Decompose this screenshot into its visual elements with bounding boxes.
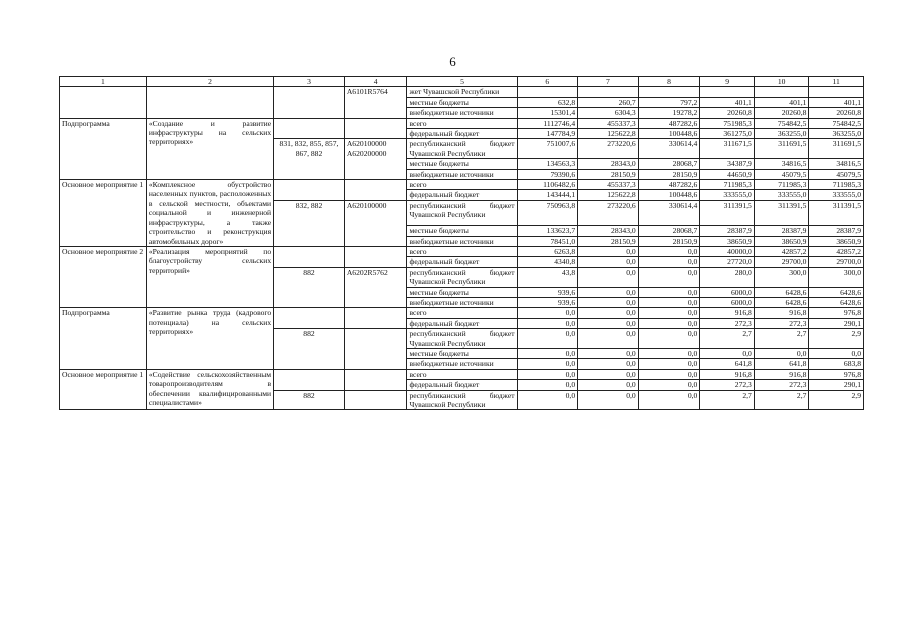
cell-value-11: 38650,9 — [809, 236, 864, 246]
cell-value-11: 6428,6 — [809, 287, 864, 297]
table-row — [60, 246, 864, 256]
cell-source: местные бюджеты — [407, 287, 517, 297]
cell-value-11: 333555,0 — [809, 190, 864, 200]
cell-code: A6101R5764 — [344, 87, 407, 118]
column-header-10: 10 — [754, 77, 809, 87]
cell-value-8: 0,0 — [638, 246, 700, 256]
cell-value-10: 333555,0 — [754, 190, 809, 200]
cell-type — [60, 87, 147, 118]
cell-name: «Реализация мероприятий по благоустройству сельских территорий» — [146, 246, 273, 307]
cell-value-11: 401,1 — [809, 97, 864, 107]
cell-value-7: 0,0 — [578, 380, 639, 390]
cell-value-10: 711985,3 — [754, 180, 809, 190]
cell-value-10: 2,7 — [754, 390, 809, 410]
cell-value-11: 45079,5 — [809, 169, 864, 179]
cell-grbs: 832, 882 — [274, 200, 345, 246]
cell-value-6: 0,0 — [517, 329, 578, 349]
cell-value-11: 754842,5 — [809, 118, 864, 128]
cell-value-8: 100448,6 — [638, 190, 700, 200]
cell-value-6: 0,0 — [517, 380, 578, 390]
cell-value-10: 29700,0 — [754, 257, 809, 267]
cell-value-7: 0,0 — [578, 390, 639, 410]
cell-name: «Комплексное обустройство населенных пунктов, расположенных в сельской местности, объектами социальной и инженерной инфраструктуры, а также строительство и реконструкция автомобильных дорог» — [146, 180, 273, 247]
cell-value-9: 916,8 — [700, 308, 755, 318]
cell-value-10: 363255,0 — [754, 129, 809, 139]
cell-value-6: 0,0 — [517, 369, 578, 379]
cell-source: внебюджетные источники — [407, 359, 517, 369]
cell-value-11: 300,0 — [809, 267, 864, 287]
cell-source: федеральный бюджет — [407, 190, 517, 200]
page-number: 6 — [449, 54, 456, 69]
cell-value-11 — [809, 87, 864, 97]
cell-value-7: 0,0 — [578, 318, 639, 328]
cell-value-10: 38650,9 — [754, 236, 809, 246]
cell-value-11: 311691,5 — [809, 139, 864, 159]
table-row — [60, 87, 864, 97]
cell-value-6: 143444,1 — [517, 190, 578, 200]
table-row — [60, 308, 864, 318]
cell-value-8: 330614,4 — [638, 200, 700, 225]
cell-type: Подпрограмма — [60, 308, 147, 369]
cell-grbs — [274, 308, 345, 329]
cell-value-11: 711985,3 — [809, 180, 864, 190]
table-row — [60, 369, 864, 379]
cell-type: Подпрограмма — [60, 118, 147, 179]
cell-value-9: 2,7 — [700, 329, 755, 349]
cell-grbs — [274, 118, 345, 139]
cell-value-9: 311391,5 — [700, 200, 755, 225]
cell-source: внебюджетные источники — [407, 236, 517, 246]
cell-value-8: 0,0 — [638, 318, 700, 328]
cell-grbs: 882 — [274, 390, 345, 410]
cell-value-9: 40000,0 — [700, 246, 755, 256]
cell-value-10: 42857,2 — [754, 246, 809, 256]
cell-type: Основное мероприятие 2 — [60, 246, 147, 307]
cell-value-9: 27720,0 — [700, 257, 755, 267]
column-header-9: 9 — [700, 77, 755, 87]
cell-code: A6202R5762 — [344, 267, 407, 308]
cell-value-11: 290,1 — [809, 318, 864, 328]
cell-value-11: 2,9 — [809, 329, 864, 349]
cell-value-6: 6263,8 — [517, 246, 578, 256]
cell-value-9: 38650,9 — [700, 236, 755, 246]
cell-value-9: 311671,5 — [700, 139, 755, 159]
cell-value-7: 0,0 — [578, 267, 639, 287]
cell-value-9: 641,8 — [700, 359, 755, 369]
cell-value-10: 6428,6 — [754, 297, 809, 307]
cell-value-11: 311391,5 — [809, 200, 864, 225]
cell-value-7: 455337,3 — [578, 180, 639, 190]
cell-code: A620100000 — [344, 200, 407, 246]
cell-value-10: 401,1 — [754, 97, 809, 107]
cell-value-9: 2,7 — [700, 390, 755, 410]
cell-source: всего — [407, 369, 517, 379]
cell-value-11: 290,1 — [809, 380, 864, 390]
cell-value-8: 0,0 — [638, 348, 700, 358]
cell-value-8: 0,0 — [638, 390, 700, 410]
cell-source: всего — [407, 308, 517, 318]
cell-value-9: 333555,0 — [700, 190, 755, 200]
cell-source: жет Чувашской Республики — [407, 87, 517, 97]
cell-value-8: 28150,9 — [638, 169, 700, 179]
cell-code — [344, 369, 407, 390]
cell-source: федеральный бюджет — [407, 318, 517, 328]
cell-value-9 — [700, 87, 755, 97]
cell-source: местные бюджеты — [407, 159, 517, 169]
cell-name: «Создание и развитие инфраструктуры на сельских территориях» — [146, 118, 273, 179]
cell-grbs — [274, 180, 345, 201]
cell-value-10: 311391,5 — [754, 200, 809, 225]
cell-value-6: 43,8 — [517, 267, 578, 287]
cell-code: A620100000 A620200000 — [344, 139, 407, 180]
cell-source: республиканский бюджет Чувашской Республики — [407, 390, 517, 410]
cell-value-8: 19278,2 — [638, 108, 700, 118]
cell-value-6: 1106482,6 — [517, 180, 578, 190]
column-header-7: 7 — [578, 77, 639, 87]
cell-value-7: 125622,8 — [578, 190, 639, 200]
cell-value-8: 28068,7 — [638, 159, 700, 169]
cell-value-10: 6428,6 — [754, 287, 809, 297]
cell-value-8: 0,0 — [638, 257, 700, 267]
cell-source: федеральный бюджет — [407, 380, 517, 390]
cell-value-10: 20260,8 — [754, 108, 809, 118]
cell-value-6: 632,8 — [517, 97, 578, 107]
cell-name: «Содействие сельскохозяйственным товаропроизводителям в обеспечении квалифицированными специалистами» — [146, 369, 273, 410]
cell-value-9: 916,8 — [700, 369, 755, 379]
cell-source: местные бюджеты — [407, 97, 517, 107]
cell-value-6: 133623,7 — [517, 226, 578, 236]
cell-value-10: 272,3 — [754, 318, 809, 328]
column-header-2: 2 — [146, 77, 273, 87]
cell-value-7: 0,0 — [578, 369, 639, 379]
cell-grbs: 831, 832, 855, 857, 867, 882 — [274, 139, 345, 180]
cell-value-8: 28068,7 — [638, 226, 700, 236]
cell-value-8: 797,2 — [638, 97, 700, 107]
cell-source: внебюджетные источники — [407, 297, 517, 307]
cell-value-7: 0,0 — [578, 329, 639, 349]
cell-value-8: 0,0 — [638, 380, 700, 390]
cell-grbs — [274, 87, 345, 118]
cell-value-8: 0,0 — [638, 267, 700, 287]
cell-type: Основное мероприятие 1 — [60, 369, 147, 410]
cell-value-9: 6000,0 — [700, 297, 755, 307]
cell-value-11: 6428,6 — [809, 297, 864, 307]
cell-value-10 — [754, 87, 809, 97]
cell-value-10: 28387,9 — [754, 226, 809, 236]
cell-value-9: 20260,8 — [700, 108, 755, 118]
cell-value-9: 280,0 — [700, 267, 755, 287]
cell-value-9: 751985,3 — [700, 118, 755, 128]
cell-value-11: 28387,9 — [809, 226, 864, 236]
cell-value-9: 44650,9 — [700, 169, 755, 179]
cell-value-6: 15301,4 — [517, 108, 578, 118]
cell-code — [344, 118, 407, 139]
cell-source: всего — [407, 246, 517, 256]
cell-value-6: 939,6 — [517, 297, 578, 307]
cell-value-7: 273220,6 — [578, 139, 639, 159]
column-header-5: 5 — [407, 77, 517, 87]
cell-value-9: 401,1 — [700, 97, 755, 107]
cell-value-7 — [578, 87, 639, 97]
cell-value-10: 641,8 — [754, 359, 809, 369]
cell-value-7: 0,0 — [578, 246, 639, 256]
column-header-8: 8 — [638, 77, 700, 87]
cell-grbs — [274, 369, 345, 390]
cell-value-11: 976,8 — [809, 369, 864, 379]
cell-value-7: 125622,8 — [578, 129, 639, 139]
cell-value-8 — [638, 87, 700, 97]
cell-source: республиканский бюджет Чувашской Республики — [407, 267, 517, 287]
cell-source: федеральный бюджет — [407, 129, 517, 139]
cell-value-6: 750963,8 — [517, 200, 578, 225]
cell-value-7: 273220,6 — [578, 200, 639, 225]
cell-value-11: 363255,0 — [809, 129, 864, 139]
cell-value-7: 0,0 — [578, 308, 639, 318]
cell-value-10: 0,0 — [754, 348, 809, 358]
cell-value-11: 42857,2 — [809, 246, 864, 256]
cell-value-10: 2,7 — [754, 329, 809, 349]
column-header-11: 11 — [809, 77, 864, 87]
cell-code — [344, 329, 407, 370]
cell-type: Основное мероприятие 1 — [60, 180, 147, 247]
cell-value-11: 0,0 — [809, 348, 864, 358]
cell-value-6: 147784,9 — [517, 129, 578, 139]
cell-value-6: 939,6 — [517, 287, 578, 297]
cell-source: местные бюджеты — [407, 348, 517, 358]
cell-value-9: 361275,0 — [700, 129, 755, 139]
cell-name — [146, 87, 273, 118]
cell-value-6 — [517, 87, 578, 97]
cell-value-7: 0,0 — [578, 359, 639, 369]
cell-source: всего — [407, 180, 517, 190]
cell-value-8: 0,0 — [638, 329, 700, 349]
cell-value-6: 134563,3 — [517, 159, 578, 169]
cell-value-8: 28150,9 — [638, 236, 700, 246]
cell-value-6: 4340,8 — [517, 257, 578, 267]
cell-value-10: 45079,5 — [754, 169, 809, 179]
cell-value-8: 487282,6 — [638, 118, 700, 128]
cell-grbs: 882 — [274, 329, 345, 370]
header-row — [60, 77, 864, 87]
cell-value-10: 916,8 — [754, 369, 809, 379]
cell-value-8: 487282,6 — [638, 180, 700, 190]
cell-value-7: 0,0 — [578, 287, 639, 297]
cell-value-7: 0,0 — [578, 297, 639, 307]
cell-source: республиканский бюджет Чувашской Республики — [407, 200, 517, 225]
cell-value-10: 916,8 — [754, 308, 809, 318]
cell-value-9: 272,3 — [700, 318, 755, 328]
cell-value-7: 28150,9 — [578, 169, 639, 179]
cell-value-10: 311691,5 — [754, 139, 809, 159]
cell-code — [344, 390, 407, 410]
cell-value-6: 79390,6 — [517, 169, 578, 179]
cell-value-10: 34816,5 — [754, 159, 809, 169]
cell-value-11: 976,8 — [809, 308, 864, 318]
cell-value-9: 28387,9 — [700, 226, 755, 236]
cell-value-8: 330614,4 — [638, 139, 700, 159]
cell-value-8: 0,0 — [638, 369, 700, 379]
cell-value-6: 0,0 — [517, 348, 578, 358]
cell-source: республиканский бюджет Чувашской Республики — [407, 139, 517, 159]
cell-value-11: 34816,5 — [809, 159, 864, 169]
cell-grbs — [274, 246, 345, 267]
cell-value-9: 272,3 — [700, 380, 755, 390]
budget-table — [59, 76, 864, 410]
cell-value-7: 0,0 — [578, 257, 639, 267]
column-header-6: 6 — [517, 77, 578, 87]
cell-value-6: 0,0 — [517, 390, 578, 410]
cell-source: республиканский бюджет Чувашской Республики — [407, 329, 517, 349]
cell-value-7: 6304,3 — [578, 108, 639, 118]
cell-value-8: 100448,6 — [638, 129, 700, 139]
cell-value-9: 711985,3 — [700, 180, 755, 190]
cell-source: внебюджетные источники — [407, 108, 517, 118]
cell-value-6: 0,0 — [517, 308, 578, 318]
cell-value-9: 6000,0 — [700, 287, 755, 297]
cell-value-10: 272,3 — [754, 380, 809, 390]
cell-value-7: 260,7 — [578, 97, 639, 107]
cell-code — [344, 246, 407, 267]
cell-value-7: 0,0 — [578, 348, 639, 358]
cell-value-7: 28150,9 — [578, 236, 639, 246]
cell-grbs: 882 — [274, 267, 345, 308]
column-header-4: 4 — [344, 77, 407, 87]
cell-code — [344, 180, 407, 201]
cell-value-9: 34387,9 — [700, 159, 755, 169]
cell-value-11: 29700,0 — [809, 257, 864, 267]
cell-value-6: 78451,0 — [517, 236, 578, 246]
column-header-3: 3 — [274, 77, 345, 87]
cell-value-6: 751007,6 — [517, 139, 578, 159]
cell-value-7: 28343,0 — [578, 159, 639, 169]
cell-value-8: 0,0 — [638, 308, 700, 318]
cell-value-11: 683,8 — [809, 359, 864, 369]
table-row — [60, 180, 864, 190]
cell-source: федеральный бюджет — [407, 257, 517, 267]
cell-value-8: 0,0 — [638, 297, 700, 307]
cell-value-6: 0,0 — [517, 318, 578, 328]
table-row — [60, 118, 864, 128]
cell-value-8: 0,0 — [638, 287, 700, 297]
cell-value-11: 20260,8 — [809, 108, 864, 118]
column-header-1: 1 — [60, 77, 147, 87]
cell-source: местные бюджеты — [407, 226, 517, 236]
cell-value-11: 2,9 — [809, 390, 864, 410]
cell-value-9: 0,0 — [700, 348, 755, 358]
cell-value-8: 0,0 — [638, 359, 700, 369]
cell-name: «Развитие рынка труда (кадрового потенциала) на сельских территориях» — [146, 308, 273, 369]
cell-code — [344, 308, 407, 329]
cell-source: всего — [407, 118, 517, 128]
cell-value-7: 455337,3 — [578, 118, 639, 128]
cell-value-6: 1112746,4 — [517, 118, 578, 128]
cell-value-10: 300,0 — [754, 267, 809, 287]
cell-value-10: 754842,5 — [754, 118, 809, 128]
cell-value-6: 0,0 — [517, 359, 578, 369]
cell-value-7: 28343,0 — [578, 226, 639, 236]
cell-source: внебюджетные источники — [407, 169, 517, 179]
